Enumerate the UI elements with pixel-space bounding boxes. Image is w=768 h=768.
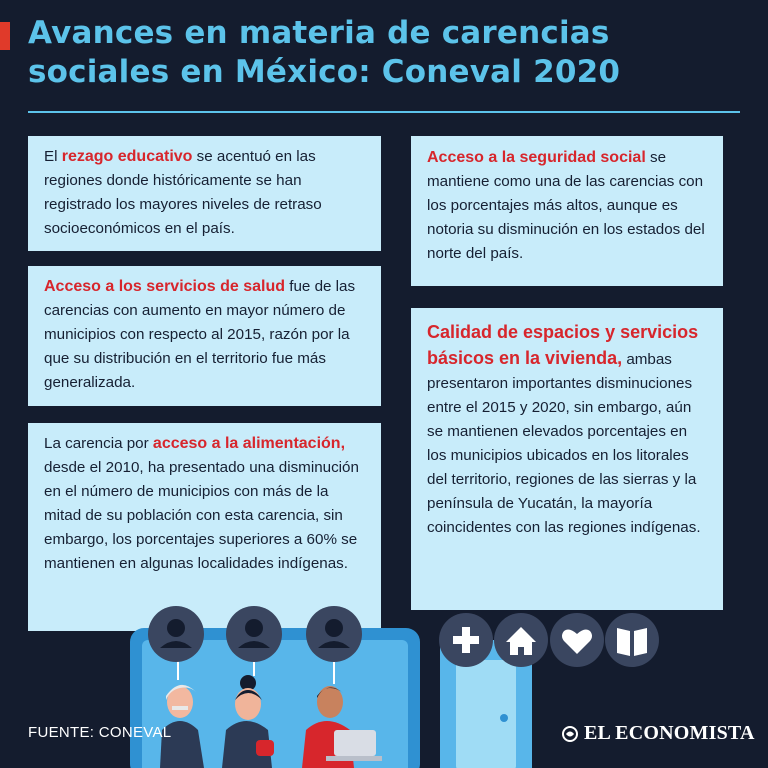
card-highlight: rezago educativo (61, 148, 193, 165)
card-text-post: ambas presentaron importantes disminuciones entre el 2015 y 2020, sin embargo, aún se mantienen elevados porcentajes en los municipios ubicados en los litorales del territorio, regiones de las sierras y la península de Yucatán, la mayoría coincidentes con las regiones indígenas. (427, 351, 701, 536)
card-rezago-educativo (28, 136, 381, 251)
card-servicios-salud (28, 266, 381, 406)
brand-logo (562, 722, 755, 745)
user-icon (226, 606, 282, 662)
card-highlight: acceso a la alimentación, (152, 435, 346, 452)
source-credit: FUENTE: CONEVAL (28, 724, 172, 741)
card-text-post: se mantiene como una de las carencias con los porcentajes más altos, aunque es notoria su disminución en los estados del norte del país. (427, 149, 705, 262)
card-highlight: Acceso a la seguridad social (427, 149, 646, 166)
card-vivienda (411, 308, 723, 610)
card-highlight: Acceso a los servicios de salud (44, 278, 286, 295)
brand-name: EL ECONOMISTA (584, 722, 755, 744)
title-accent-bar (0, 22, 10, 50)
brand-mark-icon (562, 726, 578, 742)
user-icon (148, 606, 204, 662)
card-text-post: desde el 2010, ha presentado una disminución en el número de municipios con más de la mitad de su población con esta carencia, sin embargo, los porcentajes superiores a 60% se mantienen en algunas localidades indígenas. (44, 459, 359, 572)
card-text-pre: La carencia por (44, 435, 153, 452)
plus-icon (439, 613, 493, 667)
page-title: Avances en materia de carencias sociales en México: Coneval 2020 (28, 15, 621, 90)
card-text-post: fue de las carencias con aumento en mayor número de municipios con respecto al 2015, razón por la que su distribución en el territorio fue más generalizada. (44, 278, 356, 391)
house-icon (494, 613, 548, 667)
card-text-pre: El (44, 148, 62, 165)
card-text-post: se acentuó en las regiones donde históricamente se han registrado los mayores niveles de retraso socioeconómicos en el país. (44, 148, 322, 237)
book-icon (605, 613, 659, 667)
card-seguridad-social (411, 136, 723, 286)
card-highlight: Calidad de espacios y servicios básicos en la vivienda, (427, 322, 699, 368)
heart-icon (550, 613, 604, 667)
title-divider (28, 111, 740, 113)
user-icon (306, 606, 362, 662)
